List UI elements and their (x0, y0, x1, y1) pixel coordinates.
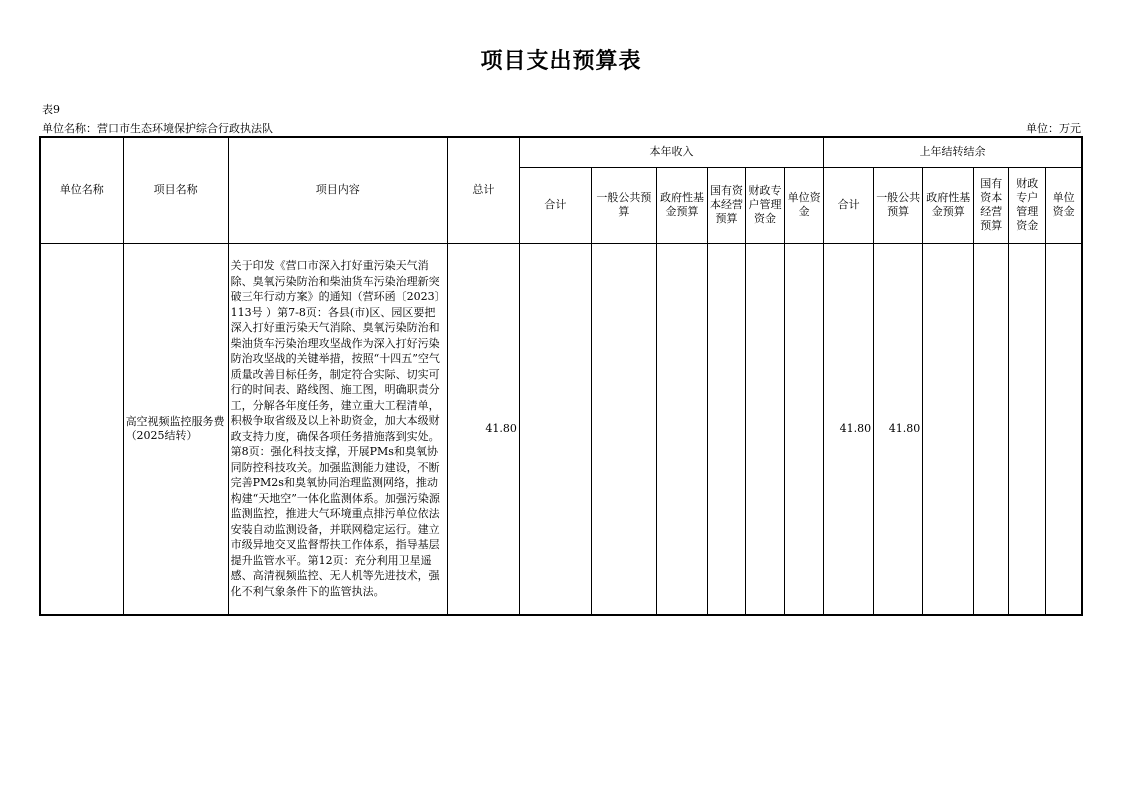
cell-cur-sum (519, 243, 591, 615)
header-cur-unit: 单位资金 (785, 167, 824, 243)
header-cur-sum: 合计 (519, 167, 591, 243)
cell-content: 关于印发《营口市深入打好重污染天气消除、臭氧污染防治和柴油货车污染治理新突破三年行动方案》的通知（营环函〔2023〕113号 ）第7-8页：各县(市)区、园区要把深入打好重污染天气消除、臭氧污染防治和柴油货车污染治理攻坚战作为深入打好污染防治攻坚战的关键举措，按照“十四五”空气质量改善目标任务，制定符合实际、切实可行的时间表、路线图、施工图，明确职责分工，分解各年度任务，建立重大工程清单，积极争取省级及以上补助资金，加大本级财政支持力度，确保各项任务措施落到实处。第8页：强化科技支撑，开展PMs和臭氧协同防控科技攻关。加强监测能力建设，不断完善PM2s和臭氧协同治理监测网络，推动构建“天地空”一体化监测体系。加强污染源监测监控，推进大气环境重点排污单位依法安装自动监测设备，并联网稳定运行。建立市级异地交叉监督帮扶工作体系，指导基层提升监管水平。第12页：充分利用卫星遥感、高清视频监控、无人机等先进技术，强化不利气象条件下的监管执法。 (228, 243, 447, 615)
cell-co-fund (923, 243, 974, 615)
header-cur-fund: 政府性基金预算 (656, 167, 707, 243)
header-project: 项目名称 (123, 137, 228, 243)
budget-table (39, 136, 1083, 616)
header-co-special: 财政专户管理资金 (1009, 167, 1046, 243)
cell-cur-general (591, 243, 656, 615)
cell-unit (40, 243, 123, 615)
cell-co-general: 41.80 (874, 243, 923, 615)
header-cur-special: 财政专户管理资金 (746, 167, 785, 243)
cell-total: 41.80 (447, 243, 519, 615)
header-total: 总计 (447, 137, 519, 243)
header-co-fund: 政府性基金预算 (923, 167, 974, 243)
header-co-state-capital: 国有资本经营预算 (974, 167, 1009, 243)
header-cur-state-capital: 国有资本经营预算 (707, 167, 745, 243)
header-current-income: 本年收入 (519, 137, 823, 167)
cell-cur-fund (656, 243, 707, 615)
header-cur-general: 一般公共预算 (591, 167, 656, 243)
header-unit: 单位名称 (40, 137, 123, 243)
header-content: 项目内容 (228, 137, 447, 243)
cell-co-unit (1046, 243, 1082, 615)
table-row (40, 243, 1082, 615)
page-title: 项目支出预算表 (480, 49, 642, 74)
cell-co-state-capital (974, 243, 1009, 615)
cell-co-sum: 41.80 (824, 243, 874, 615)
table-number: 表9 (42, 103, 60, 116)
unit-name: 单位名称：营口市生态环境保护综合行政执法队 (42, 122, 273, 135)
header-co-sum: 合计 (824, 167, 874, 243)
header-co-unit: 单位资金 (1046, 167, 1082, 243)
cell-project: 高空视频监控服务费（2025结转） (123, 243, 228, 615)
cell-cur-unit (785, 243, 824, 615)
cell-co-special (1009, 243, 1046, 615)
currency-unit: 单位：万元 (1026, 122, 1081, 135)
header-co-general: 一般公共预算 (874, 167, 923, 243)
header-carryover: 上年结转结余 (824, 137, 1082, 167)
cell-cur-special (746, 243, 785, 615)
cell-cur-state-capital (707, 243, 745, 615)
